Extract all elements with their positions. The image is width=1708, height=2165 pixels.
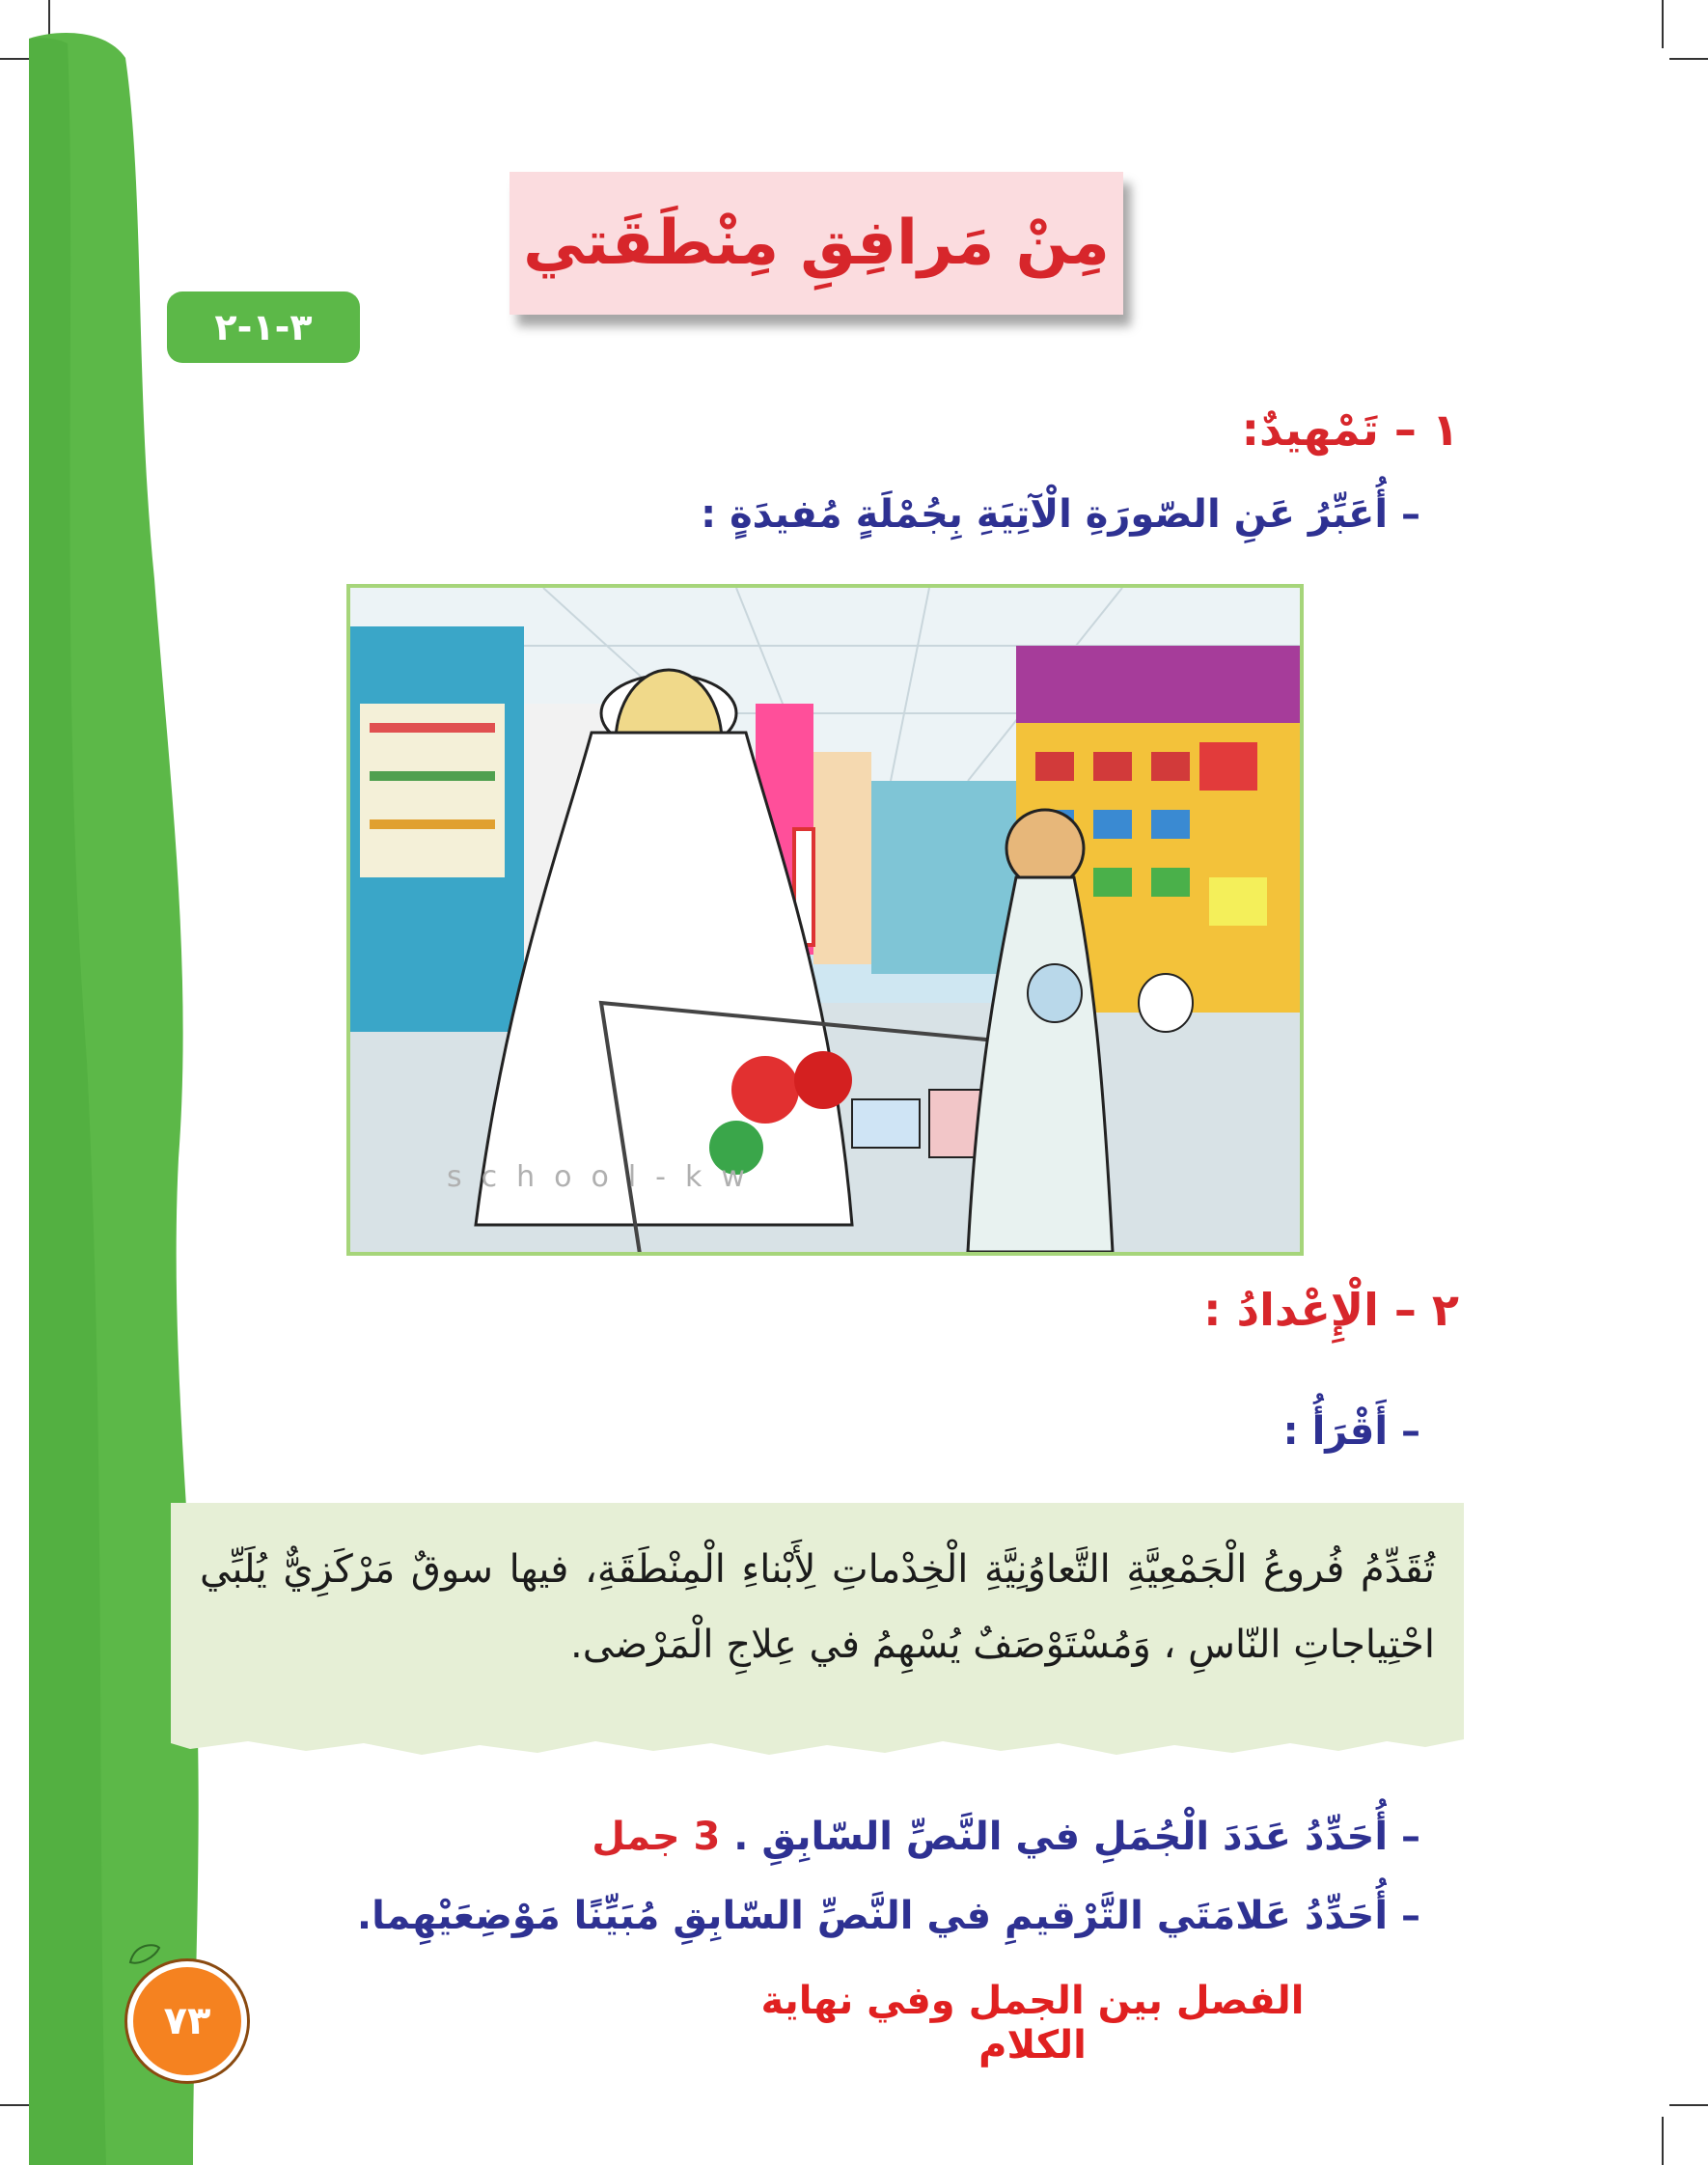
instruction-describe-picture: – أُعَبِّرُ عَنِ الصّورَةِ الْآتِيَةِ بِجُمْلَةٍ مُفيدَةٍ : <box>701 492 1420 537</box>
crop-mark <box>1662 2117 1664 2165</box>
section-heading-preparation: ٢ – الْإِعْدادُ : <box>1203 1284 1459 1336</box>
section-heading-intro: ١ – تَمْهيدٌ: <box>1241 403 1459 456</box>
read-label: – أَقْرَأُ : <box>1282 1409 1420 1454</box>
crop-mark <box>1669 2104 1708 2106</box>
title-box <box>510 172 1123 315</box>
shopping-mall-illustration <box>346 584 1304 1256</box>
handwritten-note: الفصل بين الجمل وفي نهاية الكلام <box>760 1979 1305 2068</box>
lesson-code-badge: ٣-١-٢ <box>167 291 360 363</box>
page-number-badge: ٧٣ <box>127 1961 247 2081</box>
answer-text: 3 جمل <box>592 1815 721 1859</box>
leaf-icon <box>125 1938 164 1967</box>
mall-scene-icon <box>350 588 1300 1252</box>
torn-edge-decoration <box>171 1734 1464 1757</box>
page-title: مِنْ مَرافِقِ مِنْطَقَتي <box>523 208 1110 279</box>
question-text: – أُحَدِّدُ عَدَدَ الْجُمَلِ في النَّصِّ السّابِقِ . <box>733 1815 1420 1859</box>
reading-passage: تُقَدِّمُ فُروعُ الْجَمْعِيَّةِ التَّعاوُنِيَّةِ الْخِدْماتِ لِأَبْناءِ الْمِنْطَقَةِ، فيها سوقٌ مَرْكَزِيٌّ يُلَبِّي احْتِياجاتِ النّاسِ ، وَمُسْتَوْصَفٌ يُسْهِمُ في عِلاجِ الْمَرْضى. <box>200 1547 1435 1667</box>
crop-mark <box>1669 58 1708 60</box>
reading-passage-box <box>171 1503 1464 1739</box>
question-count-sentences <box>262 1815 1420 1859</box>
watermark-text: school-kw <box>447 1160 764 1194</box>
question-punctuation: – أُحَدِّدُ عَلامَتَي التَّرْقيمِ في النَّصِّ السّابِقِ مُبَيِّنًا مَوْضِعَيْهِما. <box>356 1894 1420 1938</box>
crop-mark <box>1662 0 1664 48</box>
